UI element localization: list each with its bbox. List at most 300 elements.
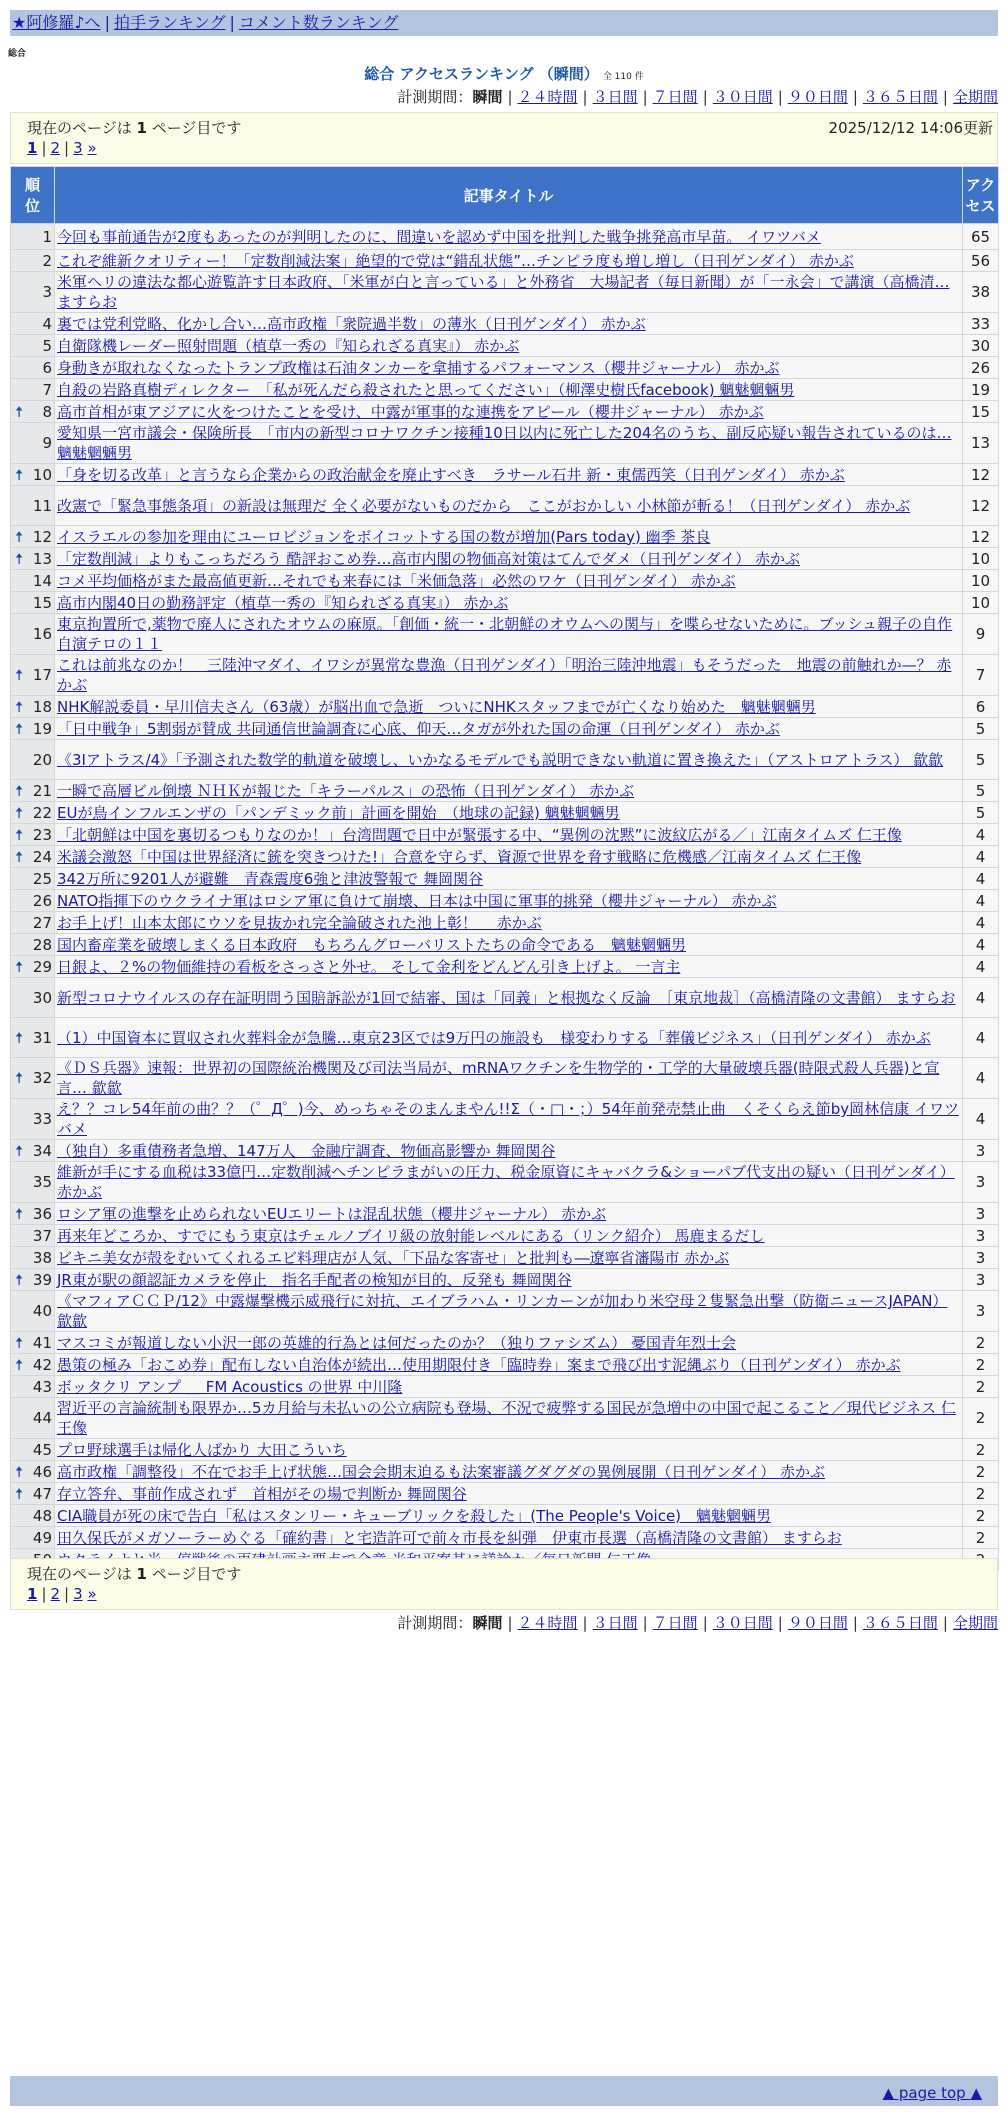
rank-number: 28: [32, 935, 52, 954]
period-option[interactable]: ３６５日間: [862, 88, 938, 106]
title-cell: [55, 802, 963, 824]
top-nav-bar: [10, 10, 998, 36]
title-cell: [55, 1527, 963, 1549]
rank-number: 7: [42, 380, 52, 399]
pagination: [27, 139, 97, 157]
access-count: 10: [963, 570, 999, 592]
rank-number: 44: [32, 1409, 52, 1427]
article-link[interactable]: 存立答弁、事前作成されず 首相がその場で判断か 舞岡関谷: [57, 1484, 467, 1503]
period-separator: |: [702, 1614, 708, 1632]
access-count: 2: [963, 1527, 999, 1549]
table-row: [11, 357, 999, 379]
access-count: 15: [963, 401, 999, 423]
article-link[interactable]: 「定数削減」よりもこっちだろう 酷評おこめ券…高市内閣の物価高対策はてんでダメ（日刊ゲンダイ） 赤かぶ: [57, 549, 801, 568]
page-link[interactable]: 3: [73, 139, 83, 157]
article-link[interactable]: （1）中国資本に買収され火葬料金が急騰…東京23区では9万円の施設も 様変わりする「葬儀ビジネス」（日刊ゲンダイ） 赤かぶ: [57, 1028, 931, 1047]
rank-number: 40: [32, 1302, 52, 1320]
table-row: [11, 1354, 999, 1376]
rank-cell: [11, 1162, 55, 1203]
access-count: 4: [963, 912, 999, 934]
table-row: [11, 1225, 999, 1247]
period-selector-bottom: [397, 1612, 998, 1633]
rank-up-arrow-icon: 🠅: [15, 957, 24, 976]
title-cell: [55, 1332, 963, 1354]
rank-number: 2: [42, 251, 52, 270]
updated-time: 2025/12/12 14:06更新: [828, 119, 993, 137]
rank-cell: [11, 956, 55, 978]
rank-number: 39: [32, 1270, 52, 1289]
rank-cell: [11, 1354, 55, 1376]
table-row: [11, 1203, 999, 1225]
access-count: 56: [963, 250, 999, 272]
table-row: [11, 401, 999, 423]
page-link[interactable]: 1: [27, 1585, 38, 1603]
period-option[interactable]: ３０日間: [712, 1614, 773, 1632]
access-count: 4: [963, 824, 999, 846]
rank-number: 22: [32, 803, 52, 822]
article-link[interactable]: 「日中戦争」5割弱が賛成 共同通信世論調査に心底、仰天…タガが外れた国の命運（日刊ゲンダイ） 赤かぶ: [57, 719, 780, 738]
article-link[interactable]: 《ＤＳ兵器》速報：世界初の国際統治機関及び司法当局が、mRNAワクチンを生物学的・工学的大量破壊兵器(時限式殺人兵器)と宣言… 歙歙: [57, 1059, 940, 1097]
title-cell: [55, 335, 963, 357]
rank-number: 14: [32, 571, 52, 590]
table-row: [11, 379, 999, 401]
period-option[interactable]: ７日間: [652, 88, 698, 106]
period-option[interactable]: 全期間: [952, 88, 998, 106]
table-row: [11, 1058, 999, 1099]
rank-number: 26: [32, 891, 52, 910]
period-separator: |: [582, 1614, 588, 1632]
title-cell: [55, 1162, 963, 1203]
title-cell: [55, 780, 963, 802]
access-count: 3: [963, 1269, 999, 1291]
period-separator: |: [852, 88, 858, 106]
title-cell: [55, 1225, 963, 1247]
article-link[interactable]: EUが鳥インフルエンザの「パンデミック前」計画を開始 （地球の記録) 魑魅魍魎男: [57, 803, 620, 822]
rank-cell: [11, 401, 55, 423]
page-link[interactable]: 1: [27, 139, 38, 157]
table-row: [11, 570, 999, 592]
table-row: [11, 335, 999, 357]
access-count: 5: [963, 740, 999, 780]
access-count: 2: [963, 1398, 999, 1439]
article-link[interactable]: これは前兆なのか！ 三陸沖マダイ、イワシが異常な豊漁（日刊ゲンダイ）「明治三陸沖地震」もそうだった 地震の前触れか—？ 赤かぶ: [57, 656, 952, 694]
article-link[interactable]: 自衛隊機レーダー照射問題（植草一秀の『知られざる真実』） 赤かぶ: [57, 336, 520, 355]
article-link[interactable]: 愚策の極み「おこめ券」配布しない自治体が続出…使用期限付き「臨時券」案まで飛び出す泥縄ぶり（日刊ゲンダイ） 赤かぶ: [57, 1355, 901, 1374]
title-cell: [55, 1461, 963, 1483]
access-count: 5: [963, 802, 999, 824]
rank-cell: [11, 846, 55, 868]
article-link[interactable]: 《3Iアトラス/4》「予測された数学的軌道を破壊し、いかなるモデルでも説明できない軌道に置き換えた」（アストロアトラス） 歙歙: [57, 750, 944, 769]
rank-up-arrow-icon: 🠅: [15, 1355, 24, 1374]
title-cell: [55, 313, 963, 335]
article-link[interactable]: CIA職員が死の床で告白「私はスタンリー・キューブリックを殺した」(The People's Voice) 魑魅魍魎男: [57, 1506, 772, 1525]
table-header-row: [11, 167, 999, 224]
access-count: 4: [963, 868, 999, 890]
page-link[interactable]: 3: [73, 1585, 83, 1603]
rank-up-arrow-icon: 🠅: [15, 1069, 24, 1087]
article-link[interactable]: NHK解説委員・早川信夫さん（63歳）が脳出血で急逝 ついにNHKスタッフまでが亡くなり始めた 魑魅魍魎男: [57, 697, 816, 716]
rank-up-arrow-icon: 🠅: [15, 549, 24, 568]
rank-cell: [11, 780, 55, 802]
article-link[interactable]: お手上げ！山本太郎にウソを見抜かれ完全論破された池上彰！ 赤かぶ: [57, 913, 542, 932]
rank-number: 37: [32, 1226, 52, 1245]
access-count: 10: [963, 548, 999, 570]
period-option[interactable]: ３日間: [592, 88, 638, 106]
table-row: [11, 1332, 999, 1354]
title-cell: [55, 1505, 963, 1527]
access-count: 4: [963, 956, 999, 978]
rank-cell: [11, 1483, 55, 1505]
article-link[interactable]: マスコミが報道しない小沢一郎の英雄的行為とは何だったのか？（独りファシズム） 憂国青年烈士会: [57, 1333, 737, 1352]
rank-number: 33: [32, 1110, 52, 1128]
rank-up-arrow-icon: 🠅: [15, 1204, 24, 1223]
current-page-text: 現在のページは 1 ページ目です: [27, 1565, 242, 1583]
rank-number: 31: [32, 1028, 52, 1047]
rank-up-arrow-icon: 🠅: [15, 527, 24, 546]
access-count: 3: [963, 1291, 999, 1332]
article-link[interactable]: 裏では党利党略、化かし合い…高市政権「衆院過半数」の薄氷（日刊ゲンダイ） 赤かぶ: [57, 314, 646, 333]
article-link[interactable]: 新型コロナウイルスの存在証明問う国賠訴訟が1回で結審、国は「同義」と根拠なく反論 ［東京地裁］（高橋清隆の文書館） ますらお: [57, 988, 956, 1007]
table-row: [11, 313, 999, 335]
item-count: 全 110 件: [602, 72, 644, 82]
rank-number: 8: [42, 402, 52, 421]
table-row: [11, 1140, 999, 1162]
rank-up-arrow-icon: 🠅: [15, 1462, 24, 1481]
article-link[interactable]: 再来年どころか、すでにもう東京はチェルノブイリ級の放射能レベルにある（リンク紹介） 馬鹿まるだし: [57, 1226, 765, 1245]
article-link[interactable]: コメ平均価格がまた最高値更新…それでも来春には「米価急落」必然のワケ（日刊ゲンダイ） 赤かぶ: [57, 571, 736, 590]
table-row: [11, 718, 999, 740]
page-info-top: [10, 112, 998, 164]
article-link[interactable]: （独自）多重債務者急増、147万人 金融庁調査、物価高影響か 舞岡関谷: [57, 1141, 556, 1160]
ranking-table: [10, 166, 999, 1571]
table-row: [11, 802, 999, 824]
article-link[interactable]: 「北朝鮮は中国を裏切るつもりなのか！」台湾問題で日中が緊張する中、“異例の沈黙”に波紋広がる／」江南タイムズ 仁王像: [57, 825, 902, 844]
rank-number: 6: [42, 358, 52, 377]
table-row: [11, 846, 999, 868]
access-count: 2: [963, 1439, 999, 1461]
next-page-link[interactable]: »: [87, 139, 97, 157]
table-row: [11, 1247, 999, 1269]
rank-cell: [11, 802, 55, 824]
table-row: [11, 1162, 999, 1203]
rank-cell: [11, 272, 55, 313]
rank-number: 24: [32, 847, 52, 866]
access-count: 9: [963, 614, 999, 655]
title-cell: [55, 570, 963, 592]
page-info-bottom: [10, 1558, 998, 1610]
access-count: 3: [963, 1247, 999, 1269]
rank-number: 20: [32, 750, 52, 769]
rank-number: 32: [32, 1069, 52, 1087]
article-link[interactable]: JR東が駅の顔認証カメラを停止 指名手配者の検知が目的、反発も 舞岡関谷: [57, 1270, 572, 1289]
period-label: 計測期間：: [397, 88, 473, 106]
table-row: [11, 868, 999, 890]
article-link[interactable]: 米議会激怒「中国は世界経済に銃を突きつけた!」合意を守らず、資源で世界を脅す戦略に危機感／江南タイムズ 仁王像: [57, 847, 862, 866]
access-count: 3: [963, 1203, 999, 1225]
period-separator: |: [642, 88, 648, 106]
rank-number: 48: [32, 1506, 52, 1525]
rank-cell: [11, 379, 55, 401]
rank-cell: [11, 335, 55, 357]
title-cell: [55, 1291, 963, 1332]
article-link[interactable]: 習近平の言論統制も限界か…5カ月給与未払いの公立病院も登場、不況で疲弊する国民が急増中の中国で起こること／現代ビジネス 仁王像: [57, 1399, 956, 1437]
article-link[interactable]: ロシア軍の進撃を止められないEUエリートは混乱状態（櫻井ジャーナル） 赤かぶ: [57, 1204, 607, 1223]
article-link[interactable]: 愛知県一宮市議会・保険所長 「市内の新型コロナワクチン接種10日以内に死亡した204名のうち、副反応疑い報告されているのは… 魑魅魍魎男: [57, 424, 952, 462]
access-count: 33: [963, 313, 999, 335]
table-row: [11, 740, 999, 780]
nav-separator: |: [104, 13, 110, 32]
table-row: [11, 1291, 999, 1332]
header-access: アクセス: [963, 167, 999, 224]
rank-number: 45: [32, 1440, 52, 1459]
period-option[interactable]: ３６５日間: [862, 1614, 938, 1632]
rank-cell: [11, 934, 55, 956]
period-option[interactable]: ２４時間: [517, 1614, 578, 1632]
rank-cell: [11, 655, 55, 696]
rank-up-arrow-icon: 🠅: [15, 465, 24, 484]
title-cell: [55, 978, 963, 1018]
rank-cell: [11, 614, 55, 655]
comment-ranking-link[interactable]: コメント数ランキング: [238, 13, 399, 32]
rank-number: 5: [42, 336, 52, 355]
rank-cell: [11, 1439, 55, 1461]
rank-number: 30: [32, 988, 52, 1007]
rank-number: 42: [32, 1355, 52, 1374]
table-row: [11, 824, 999, 846]
rank-cell: [11, 1376, 55, 1398]
rank-cell: [11, 1269, 55, 1291]
title-cell: [55, 1058, 963, 1099]
rank-cell: [11, 1247, 55, 1269]
page-separator: |: [41, 139, 47, 157]
article-link[interactable]: 東京拘置所で,薬物で廃人にされたオウムの麻原。「創価・統一・北朝鮮のオウムへの関与」を喋らせないために。ブッシュ親子の自作自演テロの１１: [57, 615, 953, 653]
title-cell: [55, 486, 963, 526]
table-row: [11, 780, 999, 802]
article-link[interactable]: 日銀よ、２%の物価維持の看板をさっさと外せ。 そして金利をどんどん引き上げよ。 一言主: [57, 957, 681, 976]
article-link[interactable]: 改憲で「緊急事態条項」の新設は無理だ 全く必要がないものだから ここがおかしい 小林節が斬る！（日刊ゲンダイ） 赤かぶ: [57, 496, 911, 515]
rank-cell: [11, 526, 55, 548]
title-cell: [55, 890, 963, 912]
rank-cell: [11, 1203, 55, 1225]
access-count: 5: [963, 780, 999, 802]
rank-number: 41: [32, 1333, 52, 1352]
table-row: [11, 526, 999, 548]
table-row: [11, 1439, 999, 1461]
title-cell: [55, 934, 963, 956]
rank-cell: [11, 868, 55, 890]
article-link[interactable]: これぞ維新クオリティー！「定数削減法案」絶望的で党は“錯乱状態”…チンピラ度も増し増し（日刊ゲンダイ） 赤かぶ: [57, 251, 854, 270]
page-separator: |: [64, 139, 70, 157]
pagination: [27, 1585, 97, 1603]
access-count: 3: [963, 1140, 999, 1162]
access-count: 2: [963, 1461, 999, 1483]
access-count: 2: [963, 1483, 999, 1505]
rank-cell: [11, 1018, 55, 1058]
title-cell: [55, 1269, 963, 1291]
period-option[interactable]: ９０日間: [787, 88, 848, 106]
rank-cell: [11, 1225, 55, 1247]
table-row: [11, 548, 999, 570]
rank-cell: [11, 1505, 55, 1527]
title-cell: [55, 592, 963, 614]
rank-number: 10: [32, 465, 52, 484]
rank-up-arrow-icon: 🠅: [15, 803, 24, 822]
article-link[interactable]: NATO指揮下のウクライナ軍はロシア軍に負けて崩壊、日本は中国に軍事的挑発（櫻井ジャーナル） 赤かぶ: [57, 891, 777, 910]
period-option[interactable]: ９０日間: [787, 1614, 848, 1632]
article-link[interactable]: 自殺の岩路真樹ディレクター 「私が死んだら殺されたと思ってください」（柳澤史樹氏facebook) 魑魅魍魎男: [57, 380, 795, 399]
nav-separator: |: [229, 13, 235, 32]
rank-cell: [11, 486, 55, 526]
article-link[interactable]: 米軍ヘリの違法な都心遊覧許す日本政府、「米軍が白と言っている」と外務省 大場記者（毎日新聞）が「一永会」で講演（高橋清… ますらお: [57, 273, 950, 311]
table-row: [11, 934, 999, 956]
table-row: [11, 1483, 999, 1505]
period-option[interactable]: ３０日間: [712, 88, 773, 106]
rank-number: 4: [42, 314, 52, 333]
rank-cell: [11, 1332, 55, 1354]
rank-cell: [11, 570, 55, 592]
table-row: [11, 1461, 999, 1483]
period-option[interactable]: ３日間: [592, 1614, 638, 1632]
rank-cell: [11, 912, 55, 934]
rank-up-arrow-icon: 🠅: [15, 1028, 24, 1047]
access-count: 2: [963, 1376, 999, 1398]
period-option: 瞬間: [472, 88, 503, 106]
rank-number: 34: [32, 1141, 52, 1160]
article-link[interactable]: え？？コレ54年前の曲？？（゜Д゜)今、めっちゃそのまんまやん!!Σ（・□・；）54年前発売禁止曲 くそくらえ節by岡林信康 イワツバメ: [57, 1100, 959, 1138]
rank-cell: [11, 740, 55, 780]
title-cell: [55, 379, 963, 401]
current-page-text: 現在のページは 1 ページ目です: [27, 119, 242, 137]
article-link[interactable]: 国内畜産業を破壊しまくる日本政府 もちろんグローバリストたちの命令である 魑魅魍魎男: [57, 935, 686, 954]
access-count: 7: [963, 655, 999, 696]
title-cell: [55, 1439, 963, 1461]
table-row: [11, 614, 999, 655]
article-link[interactable]: 田久保氏がメガソーラーめぐる「確約書」と宅造許可で前々市長を糾弾 伊東市長選（高橋清隆の文書館） ますらお: [57, 1528, 842, 1547]
article-link[interactable]: 身動きが取れなくなったトランプ政権は石油タンカーを拿捕するパフォーマンス（櫻井ジャーナル） 赤かぶ: [57, 358, 780, 377]
period-separator: |: [777, 1614, 783, 1632]
genre-label: 総合: [8, 49, 27, 59]
rank-number: 21: [32, 781, 52, 800]
title-cell: [55, 824, 963, 846]
next-page-link[interactable]: »: [87, 1585, 97, 1603]
access-count: 4: [963, 1058, 999, 1099]
article-link[interactable]: 維新が手にする血税は33億円…定数削減ヘチンピラまがいの圧力、税金原資にキャバクラ&ショーパブ代支出の疑い（日刊ゲンダイ） 赤かぶ: [57, 1163, 955, 1201]
rank-number: 12: [32, 527, 52, 546]
article-link[interactable]: 《マフィアＣＣＰ/12》中露爆撃機示威飛行に対抗、エイブラハム・リンカーンが加わり米空母２隻緊急出撃（防衛ニュースJAPAN） 歙歙: [57, 1292, 948, 1330]
article-link[interactable]: 高市内閣40日の勤務評定（植草一秀の『知られざる真実』） 赤かぶ: [57, 593, 509, 612]
access-count: 2: [963, 1354, 999, 1376]
article-link[interactable]: 「身を切る改革」と言うなら企業からの政治献金を廃止すべき ラサール石井 新・東儒西笑（日刊ゲンダイ） 赤かぶ: [57, 465, 845, 484]
article-link[interactable]: 高市首相が東アジアに火をつけたことを受け、中露が軍事的な連携をアピール（櫻井ジャーナル） 赤かぶ: [57, 402, 764, 421]
rank-number: 15: [32, 593, 52, 612]
article-link[interactable]: 今回も事前通告が2度もあったのが判明したのに、間違いを認めず中国を批判した戦争挑発高市早苗。 イワツバメ: [57, 227, 821, 246]
period-option[interactable]: ７日間: [652, 1614, 698, 1632]
rank-cell: [11, 250, 55, 272]
rank-up-arrow-icon: 🠅: [15, 825, 24, 844]
article-link[interactable]: プロ野球選手は帰化人ばかり 大田こういち: [57, 1440, 347, 1459]
title-cell: [55, 526, 963, 548]
title-cell: [55, 696, 963, 718]
access-count: 4: [963, 934, 999, 956]
access-count: 12: [963, 526, 999, 548]
table-row: [11, 1269, 999, 1291]
rank-cell: [11, 978, 55, 1018]
rank-up-arrow-icon: 🠅: [15, 402, 24, 421]
rank-number: 35: [32, 1173, 52, 1191]
article-link[interactable]: 342万所に9201人が避難 青森震度6強と津波警報で 舞岡関谷: [57, 869, 484, 888]
header-rank: 順位: [11, 167, 55, 224]
rank-number: 18: [32, 697, 52, 716]
rank-up-arrow-icon: 🠅: [15, 666, 24, 684]
rank-cell: [11, 224, 55, 250]
period-selector-top: [397, 86, 998, 107]
title-cell: [55, 740, 963, 780]
page-link[interactable]: 2: [50, 139, 61, 157]
access-count: 2: [963, 1505, 999, 1527]
title-cell: [55, 272, 963, 313]
rank-cell: [11, 423, 55, 464]
table-row: [11, 890, 999, 912]
title-cell: [55, 1099, 963, 1140]
page-link[interactable]: 2: [50, 1585, 61, 1603]
period-option[interactable]: ２４時間: [517, 88, 578, 106]
article-link[interactable]: 高市政権「調整役」不在でお手上げ状態…国会会期末迫るも法案審議グダグダの異例展開（日刊ゲンダイ） 赤かぶ: [57, 1462, 825, 1481]
page-top-link[interactable]: ▲ page top ▲: [882, 2084, 982, 2102]
header-title: 記事タイトル: [55, 167, 963, 224]
period-separator: |: [582, 88, 588, 106]
article-link[interactable]: ビキニ美女が殻をむいてくれるエビ料理店が人気、「下品な客寄せ」と批判も―遼寧省瀋陽市 赤かぶ: [57, 1248, 730, 1267]
rank-number: 29: [32, 957, 52, 976]
rank-cell: [11, 357, 55, 379]
title-cell: [55, 401, 963, 423]
title-cell: [55, 464, 963, 486]
rank-cell: [11, 464, 55, 486]
access-count: 4: [963, 1018, 999, 1058]
period-separator: |: [942, 1614, 948, 1632]
bottom-bar: [10, 2076, 998, 2106]
access-count: 3: [963, 1225, 999, 1247]
title-cell: [55, 548, 963, 570]
access-count: 30: [963, 335, 999, 357]
access-count: 65: [963, 224, 999, 250]
home-link[interactable]: ★阿修羅♪へ: [12, 13, 101, 32]
access-count: 10: [963, 592, 999, 614]
table-row: [11, 696, 999, 718]
rank-number: 25: [32, 869, 52, 888]
rank-cell: [11, 1058, 55, 1099]
rank-up-arrow-icon: 🠅: [15, 697, 24, 716]
access-count: 12: [963, 486, 999, 526]
table-row: [11, 655, 999, 696]
access-count: 26: [963, 357, 999, 379]
article-link[interactable]: 一瞬で高層ビル倒壊 ＮＨＫが報じた「キラーパルス」の恐怖（日刊ゲンダイ） 赤かぶ: [57, 781, 635, 800]
rank-up-arrow-icon: 🠅: [15, 1333, 24, 1352]
rank-number: 19: [32, 719, 52, 738]
rank-number: 47: [32, 1484, 52, 1503]
table-row: [11, 1398, 999, 1439]
rank-number: 23: [32, 825, 52, 844]
clap-ranking-link[interactable]: 拍手ランキング: [113, 13, 226, 32]
title-cell: [55, 1483, 963, 1505]
article-link[interactable]: イスラエルの参加を理由にユーロビジョンをボイコットする国の数が増加(Pars today) 幽季 茶良: [57, 527, 711, 546]
title-cell: [55, 1247, 963, 1269]
table-row: [11, 1527, 999, 1549]
period-option[interactable]: 全期間: [952, 1614, 998, 1632]
article-link[interactable]: ボッタクリ アンプ ＿ FM Acoustics の世界 中川隆: [57, 1377, 403, 1396]
rank-number: 36: [32, 1204, 52, 1223]
title-cell: [55, 224, 963, 250]
title-cell: [55, 718, 963, 740]
